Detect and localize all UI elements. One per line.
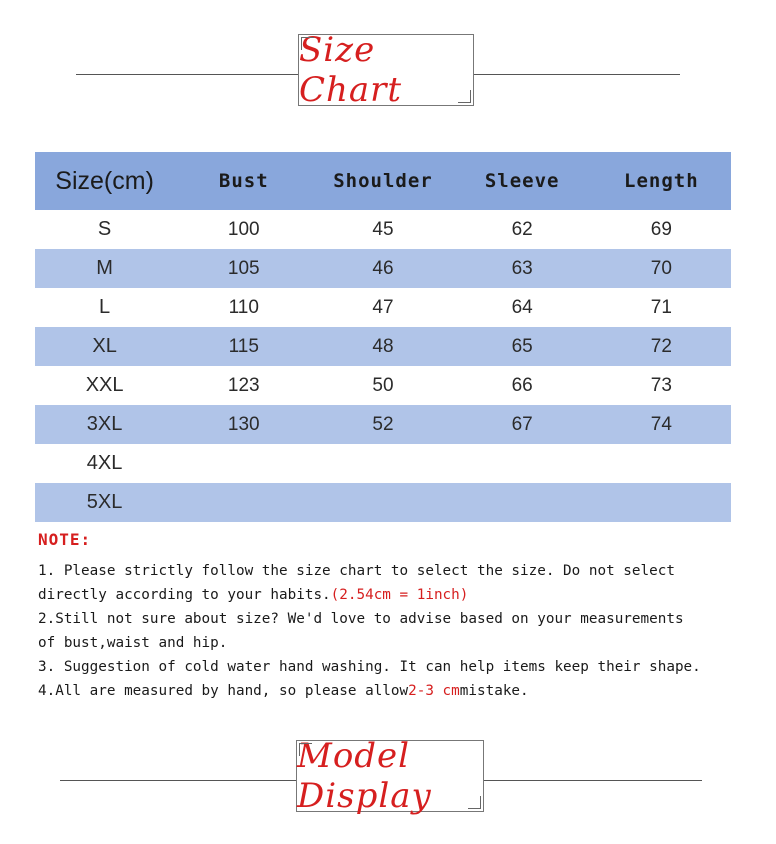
cell-bust: 123 [174,366,313,405]
cell-sleeve: 62 [453,210,592,249]
header-sleeve: Sleeve [453,152,592,210]
size-chart-title: Size Chart [299,30,403,110]
cell-size: 5XL [35,483,174,522]
cell-shoulder: 52 [313,405,452,444]
cell-bust: 110 [174,288,313,327]
cell-bust: 130 [174,405,313,444]
note-1-line-1: 1. Please strictly follow the size chart to select the size. Do not select [38,563,675,579]
divider-line-right [474,74,680,75]
cell-bust [174,444,313,483]
table-row [35,288,731,327]
note-heading: NOTE: [38,530,92,549]
header-shoulder: Shoulder [313,152,452,210]
note-4 [38,679,738,703]
cell-size: M [35,249,174,288]
table-body [35,210,731,522]
model-display-title: Model Display [297,736,432,816]
cell-shoulder: 48 [313,327,452,366]
size-chart-title-frame [298,30,474,110]
cell-bust: 115 [174,327,313,366]
table-row [35,444,731,483]
cell-size: 4XL [35,444,174,483]
cell-length [592,444,731,483]
divider-line-right [484,780,702,781]
cell-bust [174,483,313,522]
note-1-conversion: (2.54cm = 1inch) [330,587,469,603]
note-2-line-1: 2.Still not sure about size? We'd love to advise based on your measurements [38,611,684,627]
cell-size: S [35,210,174,249]
header-length: Length [592,152,731,210]
cell-bust: 105 [174,249,313,288]
cell-length: 69 [592,210,731,249]
note-1-line-2 [38,583,738,607]
header-size: Size(cm) [35,152,174,210]
table-row [35,405,731,444]
cell-bust: 100 [174,210,313,249]
cell-length [592,483,731,522]
cell-shoulder: 45 [313,210,452,249]
table-row [35,483,731,522]
note-4-tolerance: 2-3 cm [408,683,460,699]
divider-line-left [76,74,298,75]
cell-shoulder [313,483,452,522]
cell-size: L [35,288,174,327]
cell-length: 72 [592,327,731,366]
cell-sleeve: 63 [453,249,592,288]
cell-sleeve: 65 [453,327,592,366]
cell-length: 71 [592,288,731,327]
cell-shoulder: 47 [313,288,452,327]
cell-size: 3XL [35,405,174,444]
table-row [35,210,731,249]
note-2-line-2: of bust,waist and hip. [38,635,228,651]
header-bust: Bust [174,152,313,210]
cell-size: XXL [35,366,174,405]
note-1-text: directly according to your habits. [38,587,331,603]
note-4-text: 4.All are measured by hand, so please allow [38,683,409,699]
note-3: 3. Suggestion of cold water hand washing. It can help items keep their shape. [38,659,701,675]
table-row [35,327,731,366]
cell-length: 73 [592,366,731,405]
cell-length: 74 [592,405,731,444]
cell-sleeve: 67 [453,405,592,444]
cell-shoulder [313,444,452,483]
model-display-title-frame [296,736,484,816]
table-header-row [35,152,731,210]
cell-size: XL [35,327,174,366]
model-display-banner [0,736,776,820]
size-table [35,152,731,522]
note-4-suffix: mistake. [459,683,529,699]
cell-sleeve: 64 [453,288,592,327]
cell-shoulder: 50 [313,366,452,405]
cell-length: 70 [592,249,731,288]
table-row [35,249,731,288]
notes-section [38,530,738,703]
cell-sleeve [453,444,592,483]
cell-sleeve [453,483,592,522]
cell-shoulder: 46 [313,249,452,288]
divider-line-left [60,780,296,781]
size-chart-banner [0,30,776,114]
cell-sleeve: 66 [453,366,592,405]
table-row [35,366,731,405]
